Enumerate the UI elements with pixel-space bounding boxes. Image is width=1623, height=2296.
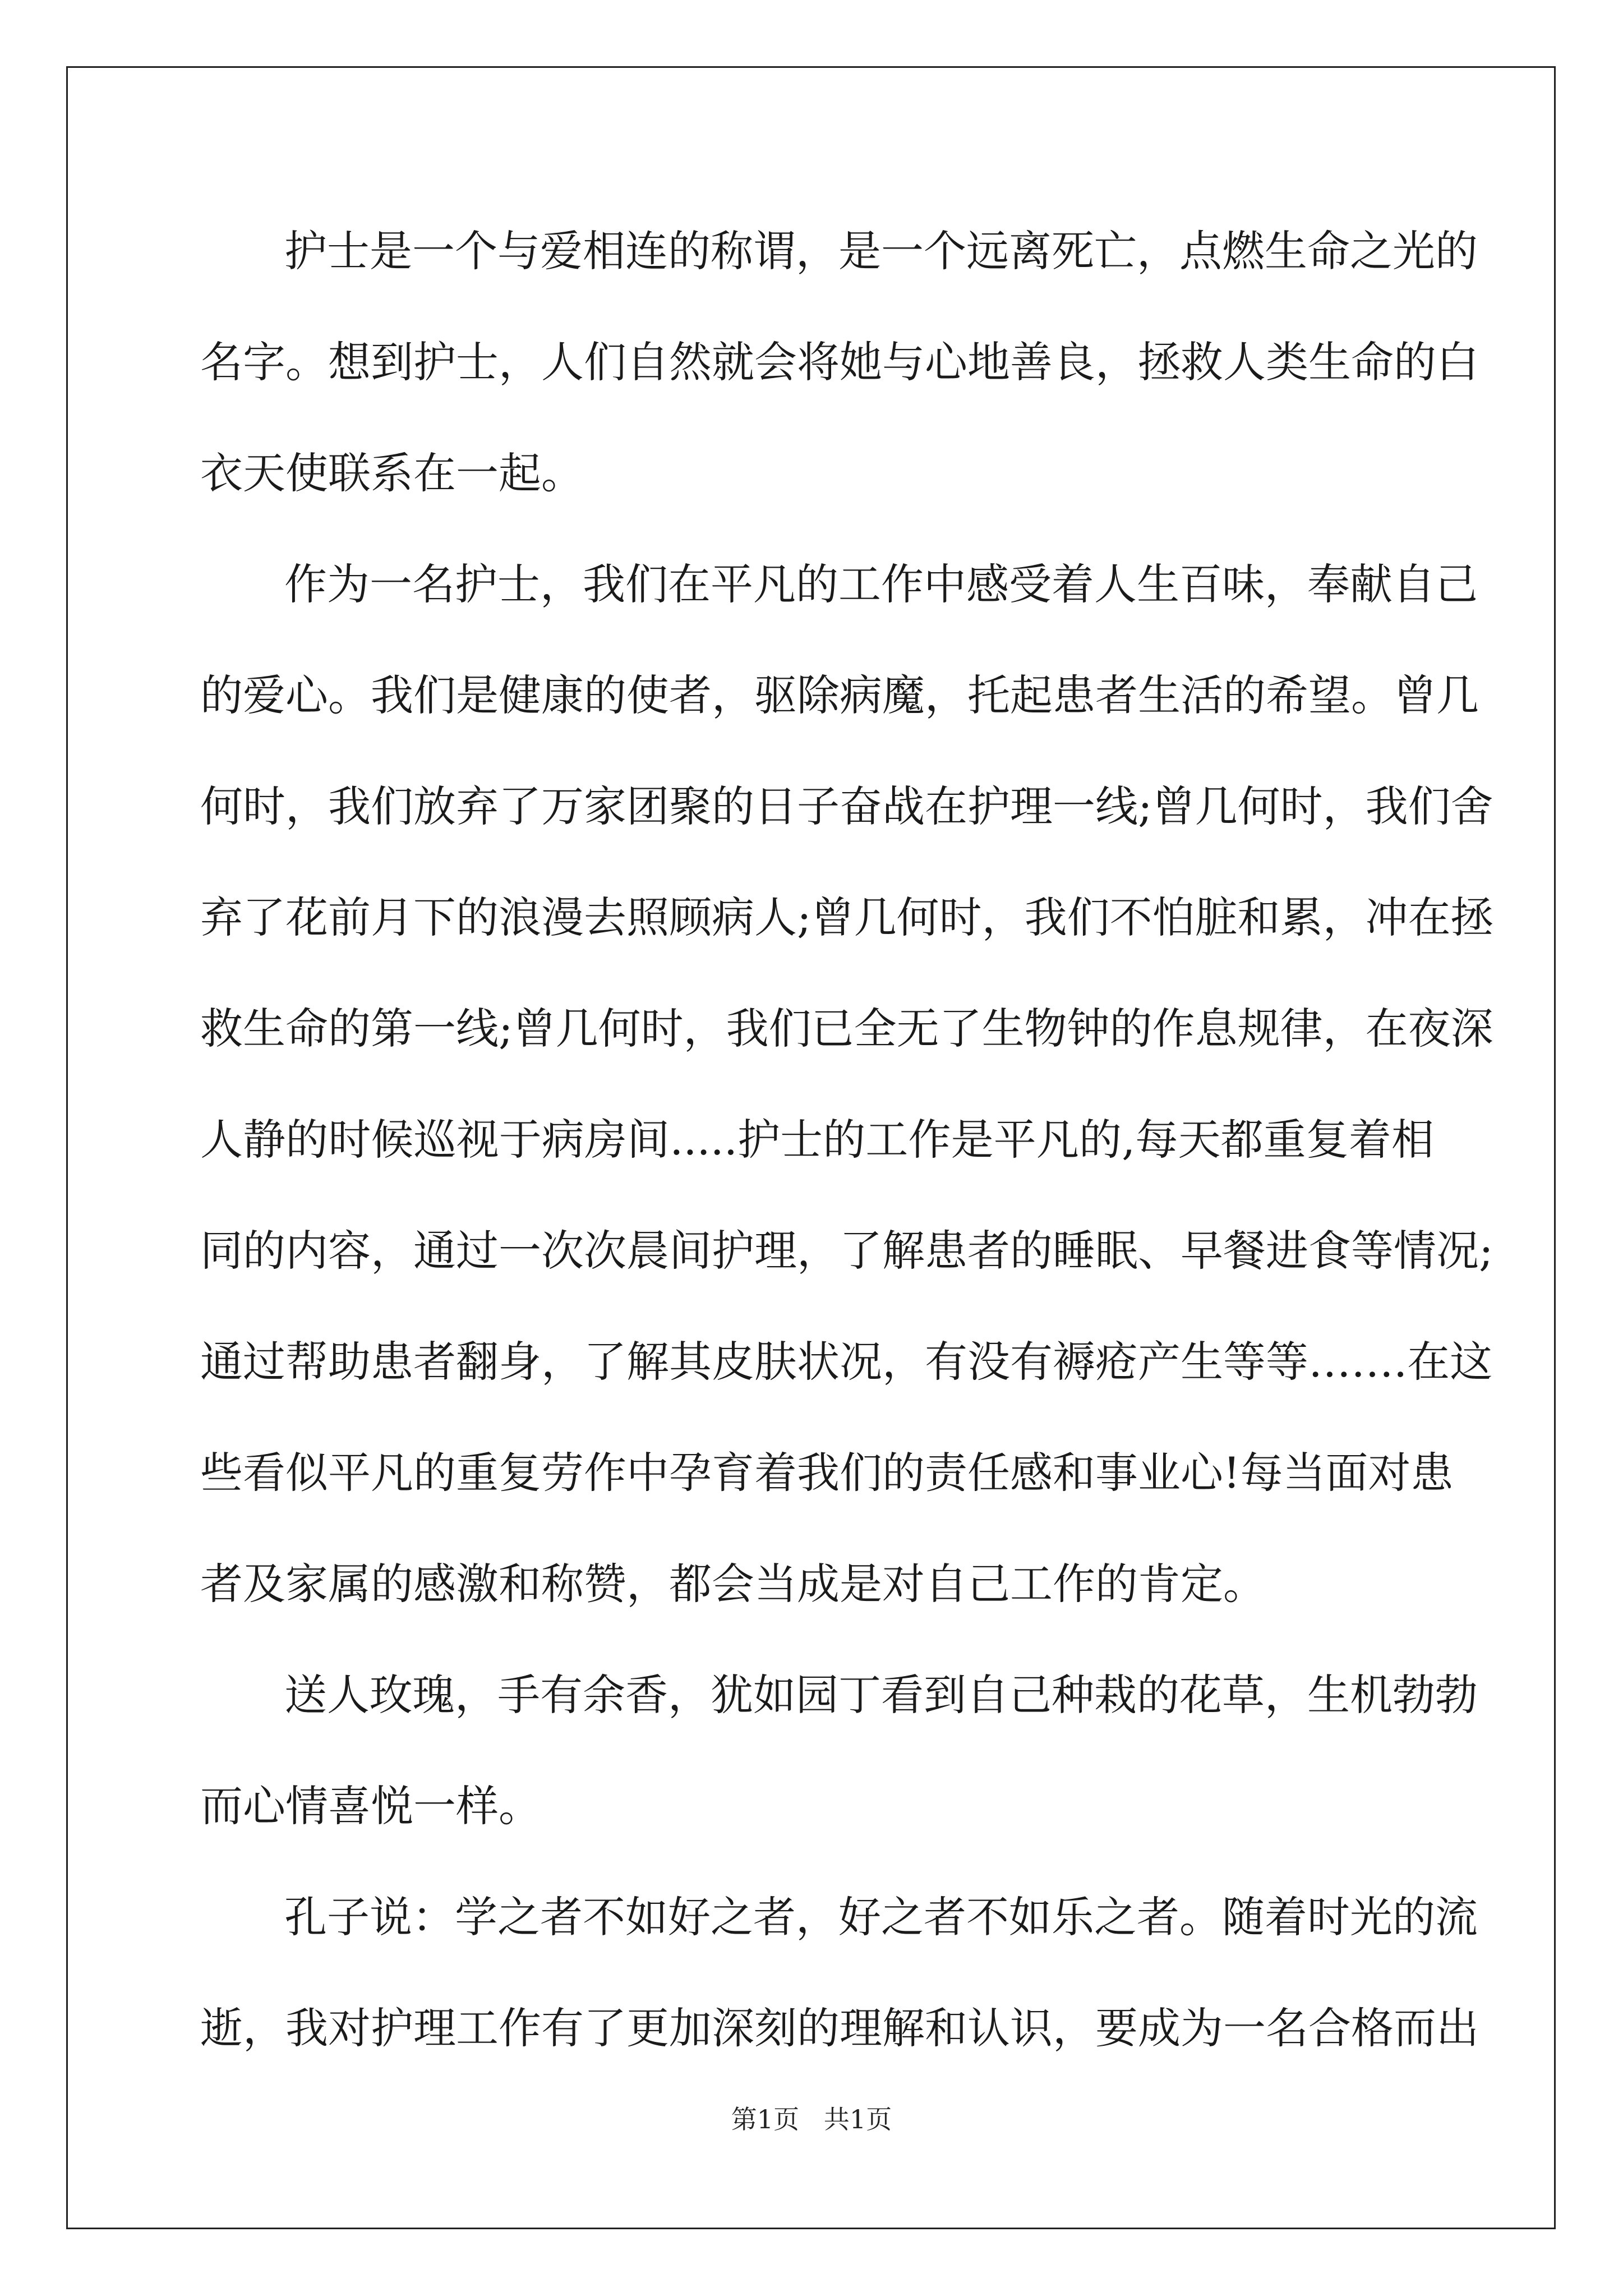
text-line: 何时，我们放弃了万家团聚的日子奋战在护理一线;曾几何时，我们舍: [200, 781, 1493, 831]
text-line: 名字。想到护士，人们自然就会将她与心地善良，拯救人类生命的白: [200, 337, 1479, 387]
text-line: 同的内容，通过一次次晨间护理，了解患者的睡眠、早餐进食等情况;: [200, 1226, 1493, 1276]
text-line: 而心情喜悦一样。: [200, 1781, 541, 1831]
text-line: 送人玫瑰，手有余香，犹如园丁看到自己种栽的花草，生机勃勃: [284, 1670, 1478, 1720]
text-line: 孔子说：学之者不如好之者，好之者不如乐之者。随着时光的流: [284, 1892, 1478, 1942]
text-line: 弃了花前月下的浪漫去照顾病人;曾几何时，我们不怕脏和累，冲在拯: [200, 892, 1493, 942]
text-line: 救生命的第一线;曾几何时，我们已全无了生物钟的作息规律，在夜深: [200, 1004, 1493, 1053]
text-line: 通过帮助患者翻身，了解其皮肤状况，有没有褥疮产生等等…….在这: [200, 1337, 1493, 1387]
text-line: 者及家属的感激和称赞，都会当成是对自己工作的肯定。: [200, 1559, 1266, 1609]
text-line: 些看似平凡的重复劳作中孕育着我们的责任感和事业心!每当面对患: [200, 1448, 1454, 1498]
text-line: 作为一名护士，我们在平凡的工作中感受着人生百味，奉献自己: [284, 559, 1478, 609]
text-line: 的爱心。我们是健康的使者，驱除病魔，托起患者生活的希望。曾几: [200, 670, 1479, 720]
document-body: [200, 212, 1493, 2100]
text-line: 逝，我对护理工作有了更加深刻的理解和认识，要成为一名合格而出: [200, 2003, 1479, 2053]
text-line: 衣天使联系在一起。: [200, 448, 584, 498]
page-number-footer: 第1页 共1页: [731, 2104, 892, 2134]
text-line: 护士是一个与爱相连的称谓，是一个远离死亡，点燃生命之光的: [284, 226, 1478, 276]
text-line: 人静的时候巡视于病房间.....护士的工作是平凡的,每天都重复着相: [200, 1115, 1434, 1165]
